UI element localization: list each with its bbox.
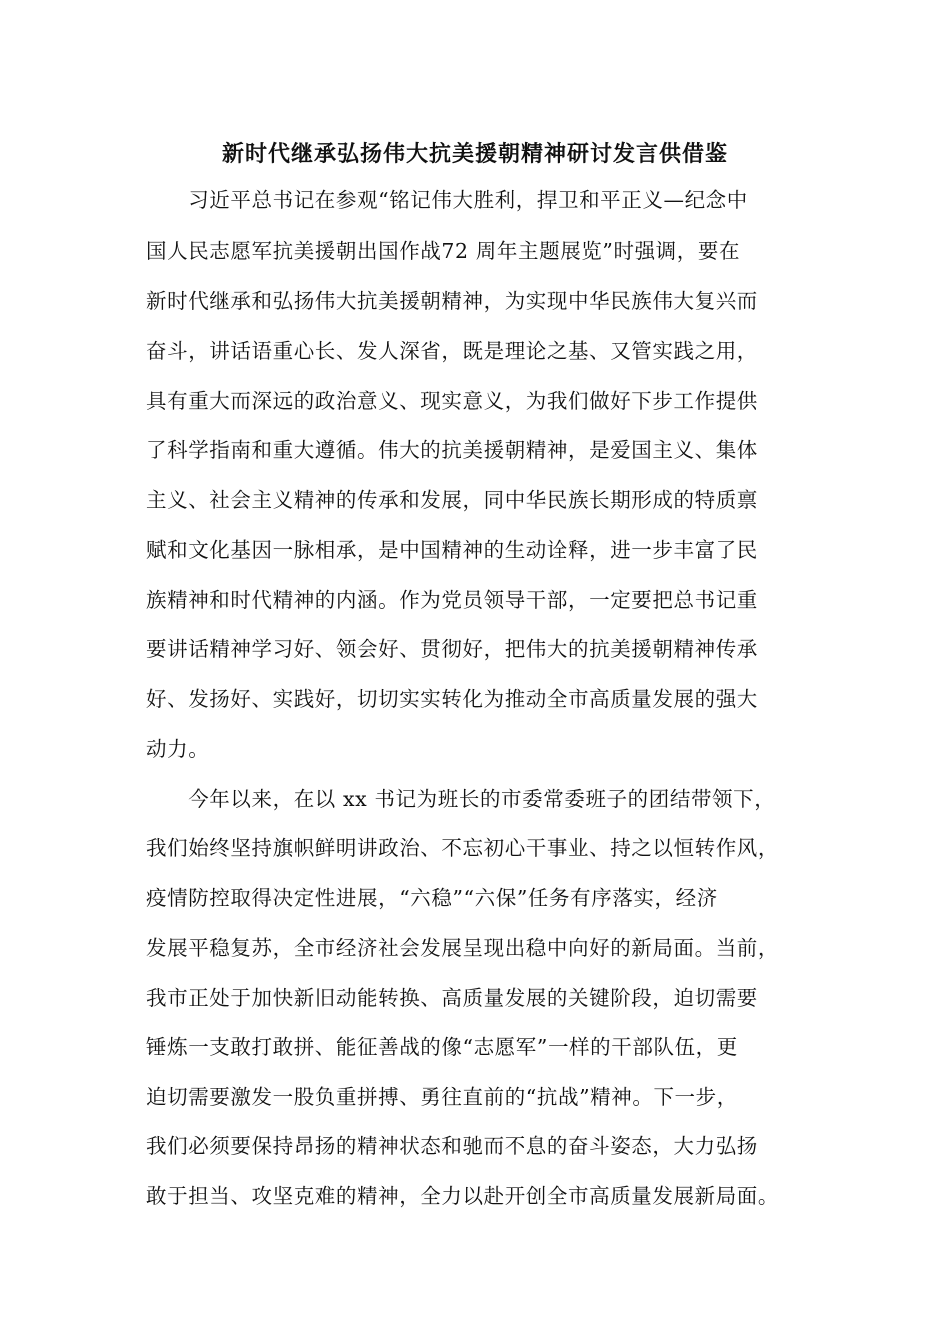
text-line: 锤炼一支敢打敢拼、能征善战的像“志愿军”一样的干部队伍，更 (146, 1035, 738, 1059)
text-line: 了科学指南和重大遵循。伟大的抗美援朝精神，是爱国主义、集体 (146, 438, 758, 462)
text-line: 要讲话精神学习好、领会好、贯彻好，把伟大的抗美援朝精神传承 (146, 637, 758, 661)
text-line: 赋和文化基因一脉相承，是中国精神的生动诠释，进一步丰富了民 (146, 538, 758, 562)
text-line: 我市正处于加快新旧动能转换、高质量发展的关键阶段，迫切需要 (146, 986, 758, 1010)
text-line: 今年以来，在以 xx 书记为班长的市委常委班子的团结带领下， (146, 787, 776, 811)
text-line: 发展平稳复苏，全市经济社会发展呈现出稳中向好的新局面。当前， (146, 936, 779, 960)
text-line: 动力。 (146, 737, 210, 761)
text-line: 迫切需要激发一股负重拼搏、勇往直前的“抗战”精神。下一步， (146, 1085, 738, 1109)
text-line: 我们始终坚持旗帜鲜明讲政治、不忘初心干事业、持之以恒转作风， (146, 836, 779, 860)
text-line: 奋斗，讲话语重心长、发人深省，既是理论之基、又管实践之用， (146, 339, 758, 363)
text-line: 国人民志愿军抗美援朝出国作战72 周年主题展览”时强调，要在 (146, 239, 741, 263)
text-line: 具有重大而深远的政治意义、现实意义，为我们做好下步工作提供 (146, 389, 758, 413)
text-line: 疫情防控取得决定性进展，“六稳”“六保”任务有序落实，经济 (146, 886, 718, 910)
text-line: 主义、社会主义精神的传承和发展，同中华民族长期形成的特质禀 (146, 488, 758, 512)
text-line: 族精神和时代精神的内涵。作为党员领导干部，一定要把总书记重 (146, 588, 758, 612)
text-line: 敢于担当、攻坚克难的精神，全力以赴开创全市高质量发展新局面。 (146, 1184, 779, 1208)
text-line: 新时代继承和弘扬伟大抗美援朝精神，为实现中华民族伟大复兴而 (146, 289, 758, 313)
text-line: 好、发扬好、实践好，切切实实转化为推动全市高质量发展的强大 (146, 687, 758, 711)
text-line: 习近平总书记在参观“铭记伟大胜利，捍卫和平正义—纪念中 (146, 188, 748, 212)
document-title: 新时代继承弘扬伟大抗美援朝精神研讨发言供借鉴 (221, 141, 728, 167)
text-line: 我们必须要保持昂扬的精神状态和驰而不息的奋斗姿态，大力弘扬 (146, 1134, 758, 1158)
